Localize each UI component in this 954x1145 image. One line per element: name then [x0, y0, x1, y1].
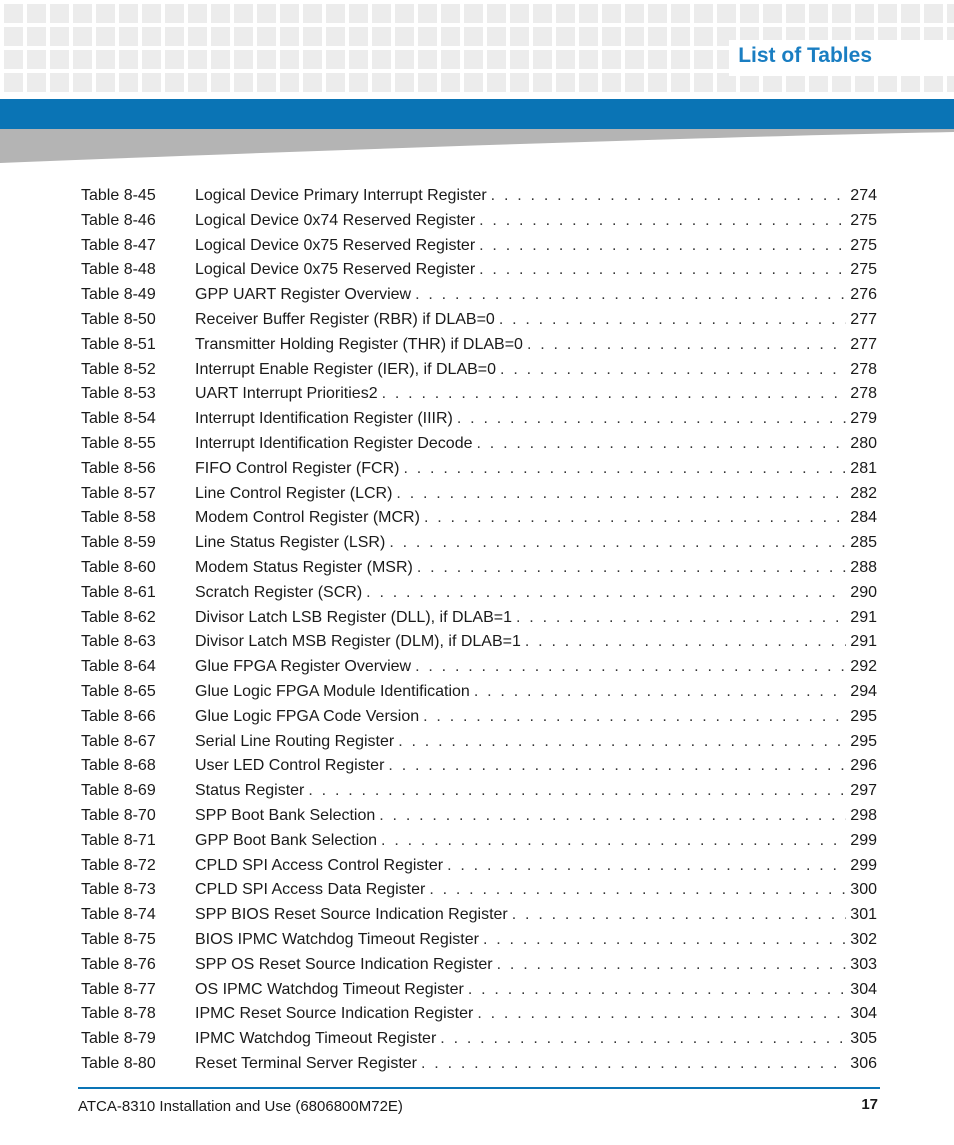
toc-entry[interactable] — [81, 433, 877, 458]
toc-entry-title: Modem Control Register (MCR) — [195, 509, 420, 527]
toc-entry[interactable] — [81, 532, 877, 557]
toc-entry[interactable] — [81, 383, 877, 408]
toc-entry-title: User LED Control Register — [195, 757, 385, 775]
toc-entry[interactable] — [81, 954, 877, 979]
toc-entry-page: 298 — [850, 806, 877, 824]
toc-entry[interactable] — [81, 656, 877, 681]
toc-entry-number: Table 8-47 — [81, 236, 156, 254]
toc-entry[interactable] — [81, 830, 877, 855]
toc-dot-leader — [429, 879, 846, 901]
toc-entry-title: Receiver Buffer Register (RBR) if DLAB=0 — [195, 310, 495, 328]
toc-dot-leader — [424, 507, 846, 529]
toc-dot-leader — [479, 235, 846, 257]
footer-rule — [78, 1087, 880, 1089]
toc-entry-number: Table 8-49 — [81, 286, 156, 304]
toc-entry-title: BIOS IPMC Watchdog Timeout Register — [195, 930, 479, 948]
toc-entry-title: Line Status Register (LSR) — [195, 534, 386, 552]
toc-entry[interactable] — [81, 755, 877, 780]
toc-entry-number: Table 8-79 — [81, 1030, 156, 1048]
toc-entry-page: 284 — [850, 509, 877, 527]
toc-dot-leader — [421, 1053, 846, 1075]
toc-entry-title: Interrupt Identification Register Decode — [195, 434, 473, 452]
toc-entry-number: Table 8-76 — [81, 955, 156, 973]
toc-entry-title: SPP Boot Bank Selection — [195, 806, 376, 824]
toc-entry-title: IPMC Watchdog Timeout Register — [195, 1030, 437, 1048]
toc-entry-number: Table 8-56 — [81, 459, 156, 477]
toc-entry-page: 299 — [850, 831, 877, 849]
toc-dot-leader — [457, 408, 846, 430]
toc-entry-page: 304 — [850, 980, 877, 998]
toc-dot-leader — [468, 979, 846, 1001]
toc-entry[interactable] — [81, 185, 877, 210]
toc-entry-page: 282 — [850, 484, 877, 502]
toc-entry-title: Logical Device Primary Interrupt Register — [195, 187, 487, 204]
toc-entry-page: 299 — [850, 856, 877, 874]
toc-entry-number: Table 8-67 — [81, 732, 156, 750]
footer-document-title: ATCA-8310 Installation and Use (6806800M72E) — [78, 1098, 403, 1115]
toc-entry-number: Table 8-72 — [81, 856, 156, 874]
toc-entry[interactable] — [81, 631, 877, 656]
toc-dot-leader — [491, 185, 847, 207]
toc-entry[interactable] — [81, 334, 877, 359]
toc-entry[interactable] — [81, 1053, 877, 1078]
toc-entry-title: Logical Device 0x74 Reserved Register — [195, 211, 476, 229]
toc-entry-number: Table 8-80 — [81, 1054, 156, 1072]
toc-entry[interactable] — [81, 582, 877, 607]
toc-entry-page: 290 — [850, 583, 877, 601]
toc-dot-leader — [388, 755, 846, 777]
toc-entry-title: GPP Boot Bank Selection — [195, 831, 378, 849]
toc-dot-leader — [525, 631, 846, 653]
toc-entry-number: Table 8-71 — [81, 831, 156, 849]
toc-entry-number: Table 8-55 — [81, 434, 156, 452]
toc-entry-number: Table 8-78 — [81, 1005, 156, 1023]
toc-entry-number: Table 8-62 — [81, 608, 156, 626]
toc-entry-page: 294 — [850, 682, 877, 700]
toc-entry-number: Table 8-73 — [81, 881, 156, 899]
toc-entry-page: 291 — [850, 608, 877, 626]
toc-dot-leader — [477, 1003, 846, 1025]
toc-entry-title: CPLD SPI Access Data Register — [195, 881, 426, 899]
toc-entry-number: Table 8-60 — [81, 558, 156, 576]
toc-dot-leader — [440, 1028, 846, 1050]
toc-entry-title: Glue Logic FPGA Code Version — [195, 707, 420, 725]
toc-entry[interactable] — [81, 904, 877, 929]
toc-entry-title: Modem Status Register (MSR) — [195, 558, 413, 576]
toc-entry[interactable] — [81, 458, 877, 483]
toc-entry[interactable] — [81, 359, 877, 384]
toc-entry-number: Table 8-59 — [81, 534, 156, 552]
toc-entry-title: IPMC Reset Source Indication Register — [195, 1005, 474, 1023]
toc-entry-title: Interrupt Identification Register (IIIR) — [195, 410, 453, 428]
toc-entry-number: Table 8-45 — [81, 187, 156, 204]
toc-dot-leader — [396, 483, 846, 505]
toc-entry-title: OS IPMC Watchdog Timeout Register — [195, 980, 464, 998]
toc-entry[interactable] — [81, 607, 877, 632]
toc-dot-leader — [308, 780, 846, 802]
toc-entry-title: Divisor Latch LSB Register (DLL), if DLAB=1 — [195, 608, 513, 626]
toc-dot-leader — [381, 830, 846, 852]
toc-entry-number: Table 8-48 — [81, 261, 156, 279]
toc-entry-number: Table 8-75 — [81, 930, 156, 948]
header-blue-bar — [0, 99, 954, 129]
toc-entry-page: 275 — [850, 261, 877, 279]
toc-dot-leader — [398, 731, 846, 753]
toc-dot-leader — [497, 954, 847, 976]
toc-entry-title: Serial Line Routing Register — [195, 732, 395, 750]
toc-entry-number: Table 8-77 — [81, 980, 156, 998]
toc-entry[interactable] — [81, 929, 877, 954]
toc-entry[interactable] — [81, 706, 877, 731]
toc-dot-leader — [417, 557, 846, 579]
toc-entry[interactable] — [81, 780, 877, 805]
toc-dot-leader — [527, 334, 846, 356]
toc-entry[interactable] — [81, 681, 877, 706]
toc-entry-page: 277 — [850, 335, 877, 353]
toc-entry-page: 304 — [850, 1005, 877, 1023]
toc-entry-title: Reset Terminal Server Register — [195, 1054, 418, 1072]
toc-entry[interactable] — [81, 979, 877, 1004]
toc-entry-title: Glue FPGA Register Overview — [195, 658, 412, 676]
toc-entry-page: 275 — [850, 236, 877, 254]
toc-entry-page: 280 — [850, 434, 877, 452]
toc-entry-page: 306 — [850, 1054, 877, 1072]
toc-entry-number: Table 8-58 — [81, 509, 156, 527]
toc-entry-page: 302 — [850, 930, 877, 948]
toc-entry-page: 288 — [850, 558, 877, 576]
toc-entry-number: Table 8-54 — [81, 410, 156, 428]
toc-entry[interactable] — [81, 1028, 877, 1053]
toc-entry-number: Table 8-50 — [81, 310, 156, 328]
header-gray-swoosh — [0, 129, 954, 163]
toc-entry-number: Table 8-63 — [81, 633, 156, 651]
toc-entry-number: Table 8-65 — [81, 682, 156, 700]
toc-entry-page: 277 — [850, 310, 877, 328]
toc-dot-leader — [476, 433, 846, 455]
toc-entry[interactable] — [81, 210, 877, 235]
toc-entry-page: 276 — [850, 286, 877, 304]
toc-entry-title: Logical Device 0x75 Reserved Register — [195, 236, 476, 254]
toc-dot-leader — [499, 309, 846, 331]
toc-entry-title: Divisor Latch MSB Register (DLM), if DLAB=1 — [195, 633, 521, 651]
toc-dot-leader — [512, 904, 847, 926]
toc-entry-page: 291 — [850, 633, 877, 651]
toc-dot-leader — [447, 855, 846, 877]
toc-entry-page: 285 — [850, 534, 877, 552]
page-title: List of Tables — [738, 44, 872, 67]
toc-dot-leader — [479, 259, 846, 281]
toc-entry-title: CPLD SPI Access Control Register — [195, 856, 444, 874]
toc-dot-leader — [516, 607, 846, 629]
toc-dot-leader — [415, 656, 846, 678]
toc-entry-number: Table 8-68 — [81, 757, 156, 775]
toc-entry[interactable] — [81, 483, 877, 508]
toc-entry-page: 300 — [850, 881, 877, 899]
toc-entry-number: Table 8-46 — [81, 211, 156, 229]
toc-entry-page: 275 — [850, 211, 877, 229]
toc-entry-page: 295 — [850, 707, 877, 725]
toc-entry-number: Table 8-53 — [81, 385, 156, 403]
toc-entry[interactable] — [81, 879, 877, 904]
toc-entry-page: 279 — [850, 410, 877, 428]
toc-entry[interactable] — [81, 507, 877, 532]
table-of-contents — [81, 185, 877, 1078]
toc-entry[interactable] — [81, 259, 877, 284]
toc-entry-page: 303 — [850, 955, 877, 973]
toc-dot-leader — [483, 929, 846, 951]
toc-entry-number: Table 8-70 — [81, 806, 156, 824]
toc-entry-title: Transmitter Holding Register (THR) if DLAB=0 — [195, 335, 523, 353]
toc-entry-page: 305 — [850, 1030, 877, 1048]
toc-dot-leader — [474, 681, 846, 703]
toc-entry-number: Table 8-57 — [81, 484, 156, 502]
toc-entry-title: UART Interrupt Priorities2 — [195, 385, 378, 403]
toc-dot-leader — [379, 805, 846, 827]
toc-dot-leader — [479, 210, 846, 232]
toc-entry-title: SPP BIOS Reset Source Indication Register — [195, 906, 508, 924]
toc-entry[interactable] — [81, 855, 877, 880]
toc-entry-page: 295 — [850, 732, 877, 750]
toc-entry-number: Table 8-51 — [81, 335, 156, 353]
toc-entry-number: Table 8-74 — [81, 906, 156, 924]
toc-entry[interactable] — [81, 557, 877, 582]
toc-entry-number: Table 8-61 — [81, 583, 156, 601]
toc-entry-title: Line Control Register (LCR) — [195, 484, 393, 502]
toc-entry-page: 278 — [850, 385, 877, 403]
toc-entry-title: Status Register — [195, 782, 305, 800]
toc-entry-title: Glue Logic FPGA Module Identification — [195, 682, 470, 700]
toc-dot-leader — [366, 582, 846, 604]
toc-entry-number: Table 8-52 — [81, 360, 156, 378]
toc-dot-leader — [403, 458, 846, 480]
toc-entry[interactable] — [81, 1003, 877, 1028]
toc-dot-leader — [389, 532, 846, 554]
toc-entry[interactable] — [81, 408, 877, 433]
toc-entry-page: 292 — [850, 658, 877, 676]
toc-entry[interactable] — [81, 309, 877, 334]
toc-entry[interactable] — [81, 235, 877, 260]
toc-entry-title: GPP UART Register Overview — [195, 286, 412, 304]
toc-entry-title: Logical Device 0x75 Reserved Register — [195, 261, 476, 279]
toc-entry-number: Table 8-64 — [81, 658, 156, 676]
toc-entry-page: 278 — [850, 360, 877, 378]
toc-entry-title: Interrupt Enable Register (IER), if DLAB=0 — [195, 360, 497, 378]
toc-dot-leader — [423, 706, 846, 728]
toc-entry-number: Table 8-66 — [81, 707, 156, 725]
toc-entry-number: Table 8-69 — [81, 782, 156, 800]
toc-entry[interactable] — [81, 284, 877, 309]
toc-dot-leader — [500, 359, 846, 381]
toc-entry-page: 297 — [850, 782, 877, 800]
toc-dot-leader — [382, 383, 847, 405]
toc-entry-page: 281 — [850, 459, 877, 477]
toc-entry[interactable] — [81, 805, 877, 830]
toc-entry-page: 296 — [850, 757, 877, 775]
footer-page-number: 17 — [861, 1096, 878, 1113]
toc-entry-title: FIFO Control Register (FCR) — [195, 459, 400, 477]
toc-entry-title: SPP OS Reset Source Indication Register — [195, 955, 493, 973]
toc-entry-title: Scratch Register (SCR) — [195, 583, 363, 601]
toc-dot-leader — [415, 284, 846, 306]
toc-entry-page: 274 — [850, 187, 877, 204]
toc-entry-page: 301 — [850, 906, 877, 924]
toc-entry[interactable] — [81, 731, 877, 756]
